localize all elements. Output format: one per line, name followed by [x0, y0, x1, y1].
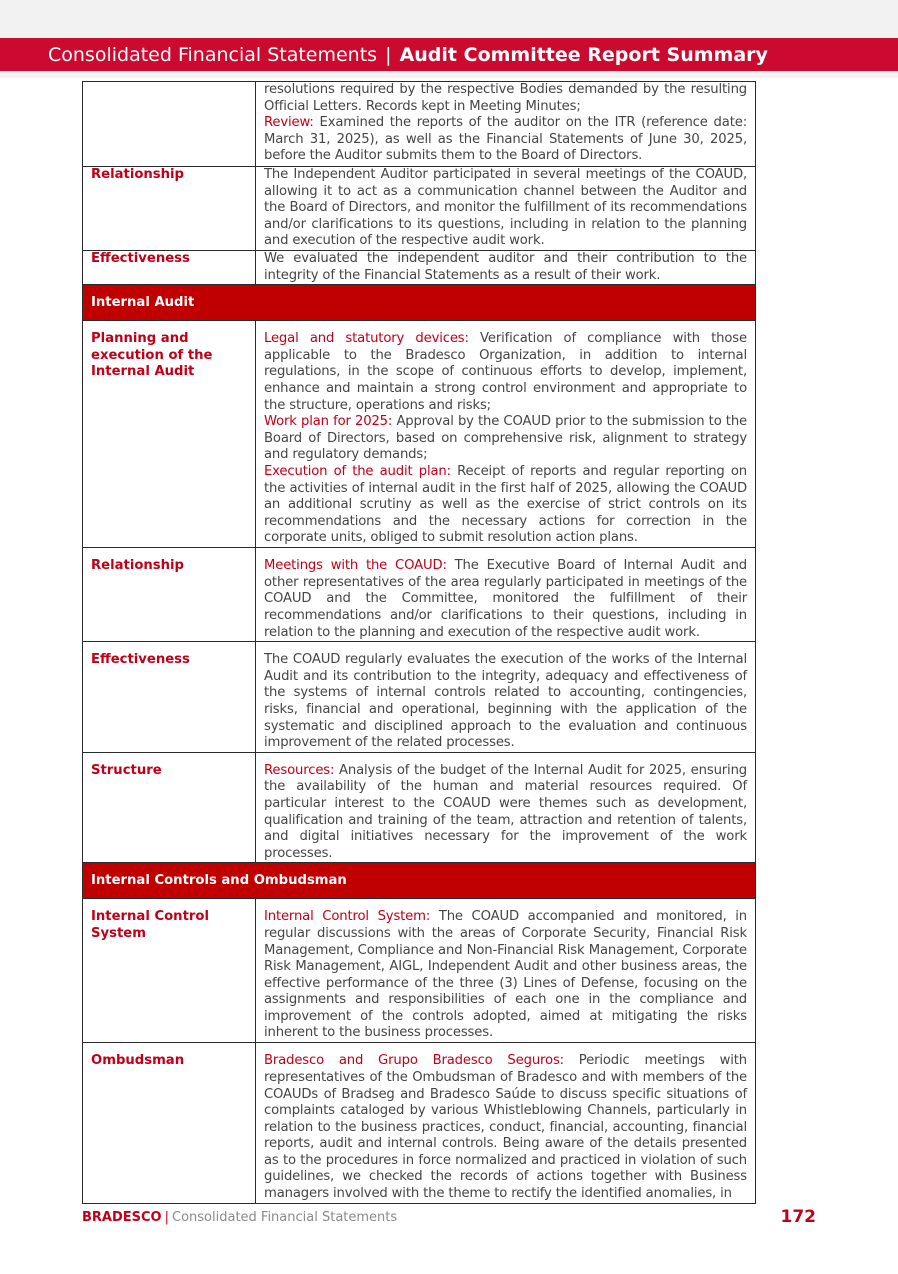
- row-label-ia-relationship: Relationship: [83, 548, 256, 642]
- continuation-text: resolutions required by the respective Bodies demanded by the resulting Official Letters. Records kept in Meeting Minutes;: [264, 82, 747, 114]
- audit-committee-table: [82, 81, 756, 1204]
- row-label-planning: Planning and execution of the Internal Audit: [83, 321, 256, 548]
- row-label-structure: Structure: [83, 752, 256, 863]
- table-row-ext-effectiveness: [83, 251, 756, 285]
- execution-text: Receipt of reports and regular reporting on the activities of internal audit in the first half of 2025, allowing the COAUD an additional scrutiny as well as the exercise of strict controls on its recommendations and the necessary actions for correction in the corporate units, obliged to submit resolution action plans.: [264, 463, 747, 546]
- row-text-ia-relationship: [256, 548, 756, 642]
- execution-paragraph: [264, 464, 747, 547]
- legal-label: Legal and statutory devices:: [264, 331, 469, 347]
- legal-text: Verification of compliance with those applicable to the Bradesco Organization, in addition to internal regulations, in the scope of continuous efforts to develop, implement, enhance and maintain a strong control environment and appropriate to the structure, operations and risks;: [264, 331, 747, 413]
- table-row-structure: [83, 752, 756, 863]
- table-row-ombudsman: [83, 1043, 756, 1203]
- header-title-light: Consolidated Financial Statements: [48, 44, 378, 66]
- review-label: Review:: [264, 115, 314, 131]
- table-row-ics: [83, 899, 756, 1043]
- section-row-internal-audit: [83, 285, 756, 321]
- row-label-relationship: Relationship: [83, 167, 256, 251]
- header-title-bold: Audit Committee Report Summary: [399, 44, 768, 66]
- resources-paragraph: [264, 763, 747, 863]
- legal-paragraph: [264, 331, 747, 414]
- footer-doc-title: Consolidated Financial Statements: [172, 1210, 398, 1225]
- review-paragraph: [264, 115, 747, 165]
- row-label-ombudsman: Ombudsman: [83, 1043, 256, 1203]
- row-text-ombudsman: [256, 1043, 756, 1203]
- section-heading-controls: Internal Controls and Ombudsman: [83, 863, 756, 899]
- ombudsman-paragraph: [264, 1053, 747, 1202]
- section-heading-internal-audit: Internal Audit: [83, 285, 756, 321]
- table-row-ext-relationship: [83, 167, 756, 251]
- header-underband: [0, 71, 898, 78]
- row-text-ia-effectiveness: The COAUD regularly evaluates the execution of the works of the Internal Audit and its contribution to the integrity, adequacy and effectiveness of the systems of internal controls related to accounting, contingencies, risks, financial and operational, beginning with the application of the systematic and disciplined approach to the evaluation and continuous improvement of the related processes.: [256, 642, 756, 753]
- table-row-planning: [83, 321, 756, 548]
- row-label-ia-effectiveness: Effectiveness: [83, 642, 256, 753]
- review-text: Examined the reports of the auditor on the ITR (reference date: March 31, 2025), as well as the Financial Statements of June 30, 2025, before the Auditor submits them to the Board of Directors.: [264, 115, 747, 164]
- bradesco-text: Periodic meetings with representatives of the Ombudsman of Bradesco and with members of the COAUDs of Bradseg and Bradesco Saúde to discuss specific situations of complaints cataloged by various Whistleblowing Channels, particularly in relation to the business practices, conduct, financial, accounting, financial reports, audit and internal controls. Being aware of the details presented as to the procedures in force normalized and practiced in violation of such guidelines, we checked the records of actions together with Business managers involved with the theme to rectify the identified anomalies, in: [264, 1053, 747, 1202]
- row-text-ics: [256, 899, 756, 1043]
- meetings-paragraph: [264, 558, 747, 641]
- meetings-text: The Executive Board of Internal Audit and other representatives of the area regularly participated in meetings of the COAUD and the Committee, monitored the fulfillment of their recommendations and/or clarifications to their questions, including in relation to the planning and execution of the respective audit work.: [264, 558, 747, 640]
- row-text-planning: [256, 321, 756, 548]
- resources-text: Analysis of the budget of the Internal Audit for 2025, ensuring the availability of the human and material resources required. Of particular interest to the COAUD were themes such as development, qualification and training of the team, attraction and retention of talents, and digital initiatives necessary for the improvement of the work processes.: [264, 762, 747, 861]
- table-row-ia-effectiveness: [83, 642, 756, 753]
- page-number: 172: [780, 1207, 816, 1227]
- row-text-effectiveness: We evaluated the independent auditor and their contribution to the integrity of the Financial Statements as a result of their work.: [256, 251, 756, 285]
- row-label-effectiveness: Effectiveness: [83, 251, 256, 285]
- resources-label: Resources:: [264, 762, 335, 778]
- footer: [82, 1210, 397, 1226]
- execution-label: Execution of the audit plan:: [264, 463, 451, 479]
- row-text-continuation: [256, 82, 756, 167]
- top-band: [0, 0, 898, 38]
- header-separator: |: [385, 44, 392, 66]
- row-label-empty: [83, 82, 256, 167]
- ics-text: The COAUD accompanied and monitored, in regular discussions with the areas of Corporate Security, Financial Risk Management, Compliance and Non-Financial Risk Management, Corporate Risk Management, AIGL, Independent Audit and other business areas, the effective performance of the three (3) Lines of Defense, focusing on the assignments and responsibilities of each one in the compliance and improvement of the controls adopted, aimed at mitigating the risks inherent to the business processes.: [264, 909, 747, 1041]
- page-header-title: [48, 43, 768, 67]
- row-text-relationship: The Independent Auditor participated in several meetings of the COAUD, allowing it to act as a communication channel between the Auditor and the Board of Directors, and monitor the fulfillment of its recommendations and/or clarifications to its questions, including in relation to the planning and execution of the respective audit work.: [256, 167, 756, 251]
- meetings-label: Meetings with the COAUD:: [264, 558, 447, 574]
- workplan-label: Work plan for 2025:: [264, 414, 393, 430]
- section-row-controls: [83, 863, 756, 899]
- row-label-ics: Internal Control System: [83, 899, 256, 1043]
- footer-separator: |: [164, 1210, 169, 1225]
- workplan-paragraph: [264, 414, 747, 464]
- bradesco-label: Bradesco and Grupo Bradesco Seguros:: [264, 1053, 564, 1069]
- footer-brand: BRADESCO: [82, 1210, 162, 1225]
- workplan-text: Approval by the COAUD prior to the submission to the Board of Directors, based on comprehensive risk, alignment to strategy and regulatory demands;: [264, 414, 748, 463]
- row-text-structure: [256, 752, 756, 863]
- table-row-continuation: [83, 82, 756, 167]
- table-row-ia-relationship: [83, 548, 756, 642]
- ics-paragraph: [264, 909, 747, 1042]
- ics-label: Internal Control System:: [264, 909, 431, 925]
